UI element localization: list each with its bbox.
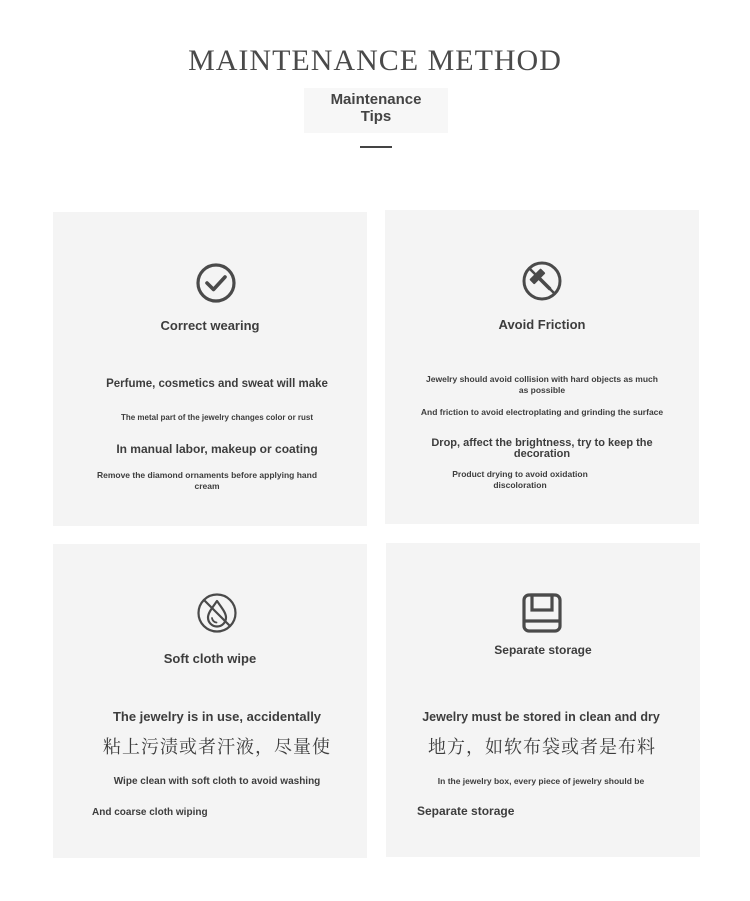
card-text-line: Remove the diamond ornaments before applying hand cream — [96, 470, 318, 491]
card-text-line: Perfume, cosmetics and sweat will make — [106, 378, 328, 390]
card-text-line: The jewelry is in use, accidentally — [112, 709, 322, 724]
card-text-line: Drop, affect the brightness, try to keep the decoration — [431, 437, 653, 460]
subtitle-line-1: Maintenance — [330, 91, 422, 108]
card-text-line: 地方，如软布袋或者是布料 — [428, 737, 656, 758]
card-text-line: Jewelry should avoid collision with hard objects as much as possible — [426, 374, 658, 395]
no-water-drop-icon — [196, 592, 238, 634]
card-soft-cloth-wipe — [53, 544, 367, 858]
card-text-line: Product drying to avoid oxidation discoloration — [452, 469, 588, 490]
card-text-line: Wipe clean with soft cloth to avoid washing — [113, 776, 321, 787]
hammer-prohibited-icon — [521, 260, 563, 302]
check-circle-icon — [195, 262, 237, 304]
page-title: MAINTENANCE METHOD — [188, 44, 562, 77]
page-subtitle — [304, 88, 448, 133]
card-avoid-friction — [385, 210, 699, 524]
card-text-line: In the jewelry box, every piece of jewelry should be — [437, 776, 645, 786]
card-text-line: The metal part of the jewelry changes color or rust — [120, 413, 314, 422]
subtitle-line-2: Tips — [360, 108, 392, 125]
card-title: Soft cloth wipe — [163, 651, 257, 666]
card-text-line: In manual labor, makeup or coating — [116, 442, 318, 456]
card-separate-storage — [386, 543, 700, 857]
card-title: Avoid Friction — [498, 317, 586, 332]
card-text-line: Separate storage — [417, 804, 515, 818]
title-divider — [360, 146, 392, 148]
card-text-line: And friction to avoid electroplating and grinding the surface — [420, 407, 664, 417]
card-text-line: 粘上污渍或者汗液，尽量使 — [103, 737, 331, 758]
card-text-line: Jewelry must be stored in clean and dry — [422, 710, 660, 724]
storage-box-icon — [521, 592, 563, 634]
card-title: Correct wearing — [160, 318, 260, 333]
card-correct-wearing — [53, 212, 367, 526]
card-title: Separate storage — [494, 643, 592, 657]
card-text-line: And coarse cloth wiping — [92, 807, 208, 818]
